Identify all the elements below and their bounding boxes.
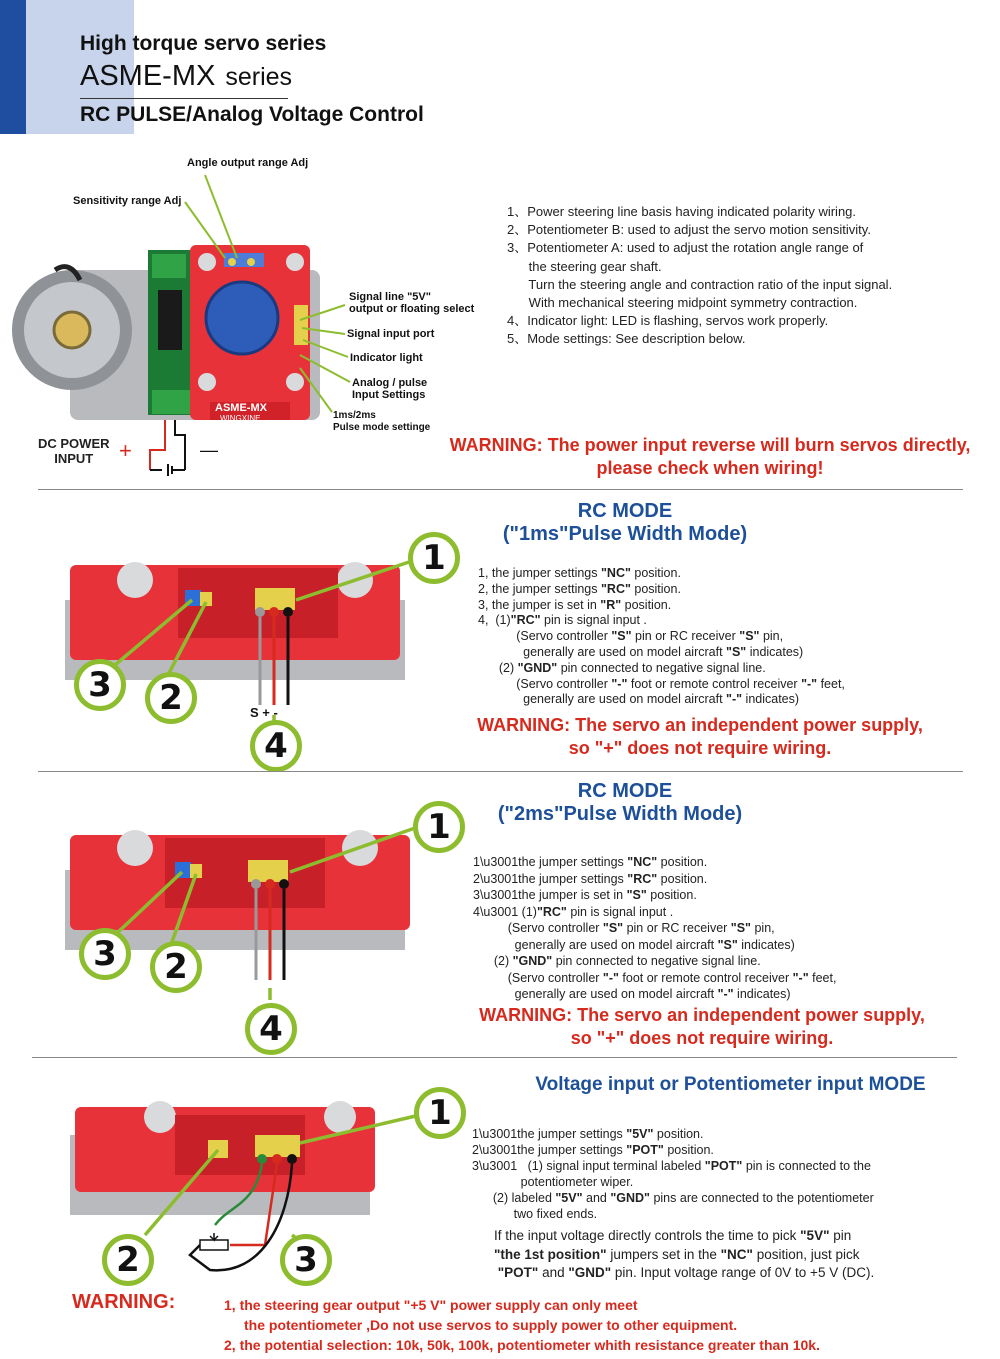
motor-terminal bbox=[152, 254, 186, 278]
rc2-badge-2: 2 bbox=[150, 941, 202, 993]
board-brand: WINGXINE bbox=[220, 414, 261, 423]
trimmer-b bbox=[247, 258, 255, 266]
screw-icon bbox=[198, 253, 216, 271]
label-analog-pulse: Analog / pulse Input Settings bbox=[352, 377, 428, 401]
pin-gnd bbox=[287, 1154, 297, 1164]
potentiometer-symbol bbox=[200, 1240, 228, 1250]
voltage-warning-label: WARNING: bbox=[72, 1291, 176, 1313]
rc2-badge-3: 3 bbox=[79, 928, 131, 980]
pin-s bbox=[251, 879, 261, 889]
header-sidebar-dark bbox=[0, 0, 26, 134]
note-line: "the 1st position" jumpers set in the "NC" position, just pick bbox=[494, 1246, 860, 1262]
rc2-title: RC MODE bbox=[577, 780, 673, 802]
rc1-subtitle: ("1ms"Pulse Width Mode) bbox=[502, 523, 748, 545]
rc1-badge-2: 2 bbox=[145, 672, 197, 724]
jumper-yellow bbox=[208, 1140, 228, 1158]
power-terminal bbox=[152, 390, 192, 414]
label-indicator: Indicator light bbox=[350, 352, 423, 364]
screw-icon bbox=[144, 1101, 176, 1133]
label-angle-adj: Angle output range Adj bbox=[187, 157, 309, 169]
section-divider bbox=[32, 1057, 957, 1058]
voltage-badge-2: 2 bbox=[102, 1234, 154, 1286]
step-line: 2\u3001the jumper settings "POT" position. bbox=[472, 1143, 714, 1157]
step-line: 2\u3001the jumper settings "RC" position. bbox=[473, 871, 708, 886]
step-line: generally are used on model aircraft "-" indicates) bbox=[473, 987, 791, 1001]
step-line: 4\u3001 (1)"RC" pin is signal input . bbox=[473, 904, 674, 919]
label-signal-line: Signal line "5V" output or floating select bbox=[349, 291, 475, 315]
rc1-steps bbox=[478, 566, 845, 708]
pin-plus bbox=[265, 879, 275, 889]
feedback-potentiometer bbox=[206, 282, 278, 354]
step-line: (2) "GND" pin connected to negative signal line. bbox=[478, 660, 766, 675]
label-signal-input: Signal input port bbox=[347, 328, 435, 340]
label-ms-mode: 1ms/2ms Pulse mode settinge bbox=[333, 410, 431, 433]
rc1-badge-3: 3 bbox=[74, 659, 126, 711]
heatsink bbox=[158, 290, 182, 350]
signal-jumper bbox=[255, 1135, 300, 1157]
voltage-title: Voltage input or Potentiometer input MODE bbox=[535, 1074, 926, 1095]
step-line: 1, the jumper settings "NC" position. bbox=[478, 566, 681, 580]
note-line: With mechanical steering midpoint symmetry contraction. bbox=[507, 295, 858, 311]
voltage-steps bbox=[472, 1126, 874, 1222]
rc2-badge-4: 4 bbox=[245, 1003, 297, 1055]
voltage-warning-line-1: 1, the steering gear output "+5 V" power supply can only meet bbox=[224, 1297, 638, 1313]
motor-shaft bbox=[54, 312, 90, 348]
step-line: potentiometer wiper. bbox=[472, 1175, 634, 1189]
note-line: 4、Indicator light: LED is flashing, servos work properly. bbox=[507, 313, 829, 329]
step-line: 3\u3001the jumper is set in "S" position. bbox=[473, 888, 697, 902]
voltage-warning-line-3: 2, the potential selection: 10k, 50k, 100k, potentiometer whith resistance greater than 10k. bbox=[224, 1337, 820, 1353]
step-line: two fixed ends. bbox=[472, 1207, 598, 1221]
screw-icon bbox=[198, 373, 216, 391]
step-line: generally are used on model aircraft "S" indicates) bbox=[478, 644, 804, 659]
model-name: ASME-MX bbox=[80, 60, 216, 92]
voltage-warning-line-2: the potentiometer ,Do not use servos to supply power to other equipment. bbox=[244, 1317, 738, 1333]
title-underline bbox=[80, 98, 288, 99]
note-line: Turn the steering angle and contraction ratio of the input signal. bbox=[507, 276, 893, 292]
wiper-arrow bbox=[210, 1233, 218, 1240]
pin-minus bbox=[279, 879, 289, 889]
power-wire-positive bbox=[150, 420, 165, 470]
section-divider bbox=[38, 489, 963, 490]
overview-warning: WARNING: The power input reverse will burn servos directly, please check when wiring! bbox=[449, 435, 971, 478]
step-line: 1\u3001the jumper settings "5V" position. bbox=[472, 1127, 704, 1141]
pin-minus bbox=[283, 607, 293, 617]
rc1-badge-4: 4 bbox=[250, 720, 302, 772]
step-line: (Servo controller "-" foot or remote control receiver "-" feet, bbox=[473, 970, 837, 985]
rc2-steps bbox=[473, 854, 836, 1003]
rc1-title: RC MODE bbox=[577, 500, 673, 522]
step-line: (Servo controller "S" pin or RC receiver "S" pin, bbox=[478, 629, 784, 644]
screw-icon bbox=[324, 1101, 356, 1133]
step-line: 2, the jumper settings "RC" position. bbox=[478, 581, 681, 596]
step-line: (Servo controller "-" foot or remote control receiver "-" feet, bbox=[478, 676, 845, 691]
title-line-3: RC PULSE/Analog Voltage Control bbox=[80, 103, 424, 126]
voltage-badge-3: 3 bbox=[280, 1234, 332, 1286]
pin-s bbox=[255, 607, 265, 617]
step-line: 4, (1)"RC" pin is signal input . bbox=[478, 613, 647, 628]
screw-icon bbox=[286, 253, 304, 271]
step-line: (2) "GND" pin connected to negative signal line. bbox=[473, 954, 761, 968]
title-line-1: High torque servo series bbox=[80, 32, 327, 55]
voltage-badge-1: 1 bbox=[414, 1087, 466, 1139]
note-line: 5、Mode settings: See description below. bbox=[507, 331, 746, 347]
signal-jumper bbox=[255, 588, 295, 610]
power-wire-negative bbox=[175, 420, 185, 470]
step-line: 3\u3001 (1) signal input terminal labeled "POT" pin is connected to the bbox=[472, 1159, 871, 1173]
battery-symbol bbox=[150, 464, 185, 476]
rc1-badge-1: 1 bbox=[408, 532, 460, 584]
signal-connector bbox=[294, 305, 308, 345]
pin-plus bbox=[269, 607, 279, 617]
model-series: series bbox=[225, 63, 293, 91]
rc1-warning: WARNING: The servo an independent power supply, so "+" does not require wiring. bbox=[477, 715, 923, 758]
section-divider bbox=[38, 771, 963, 772]
note-line: If the input voltage directly controls the time to pick "5V" pin bbox=[494, 1228, 852, 1243]
trimmer-a bbox=[228, 258, 236, 266]
note-line: 2、Potentiometer B: used to adjust the servo motion sensitivity. bbox=[507, 222, 871, 238]
note-line: the steering gear shaft. bbox=[507, 258, 662, 274]
positive-sign: + bbox=[119, 438, 132, 463]
step-line: generally are used on model aircraft "S" indicates) bbox=[473, 937, 795, 952]
negative-sign: — bbox=[200, 440, 218, 460]
board-name: ASME-MX bbox=[215, 402, 267, 414]
step-line: (Servo controller "S" pin or RC receiver "S" pin, bbox=[473, 921, 775, 935]
pin-pot bbox=[257, 1154, 267, 1164]
label-dc-power: DC POWER INPUT bbox=[38, 436, 110, 466]
step-line: 3, the jumper is set in "R" position. bbox=[478, 597, 672, 612]
title-model bbox=[80, 60, 292, 93]
note-line: "POT" and "GND" pin. Input voltage range of 0V to +5 V (DC). bbox=[497, 1265, 875, 1280]
voltage-note bbox=[494, 1227, 874, 1283]
step-line: 1\u3001the jumper settings "NC" position. bbox=[473, 855, 708, 869]
pin-5v bbox=[272, 1154, 282, 1164]
rc2-subtitle: ("2ms"Pulse Width Mode) bbox=[497, 803, 743, 825]
rc2-warning: WARNING: The servo an independent power supply, so "+" does not require wiring. bbox=[479, 1005, 925, 1048]
screw-icon bbox=[117, 830, 153, 866]
rc1-pin-labels: S + - bbox=[250, 705, 278, 720]
rc2-badge-1: 1 bbox=[413, 801, 465, 853]
screw-icon bbox=[286, 373, 304, 391]
label-sensitivity-adj: Sensitivity range Adj bbox=[73, 195, 182, 207]
note-line: 1、Power steering line basis having indicated polarity wiring. bbox=[507, 204, 857, 219]
step-line: (2) labeled "5V" and "GND" pins are connected to the potentiometer bbox=[472, 1191, 874, 1205]
screw-icon bbox=[117, 562, 153, 598]
note-line: 3、Potentiometer A: used to adjust the rotation angle range of bbox=[507, 240, 864, 256]
overview-notes bbox=[507, 203, 892, 349]
step-line: generally are used on model aircraft "-" indicates) bbox=[478, 692, 800, 707]
signal-jumper bbox=[248, 860, 288, 882]
